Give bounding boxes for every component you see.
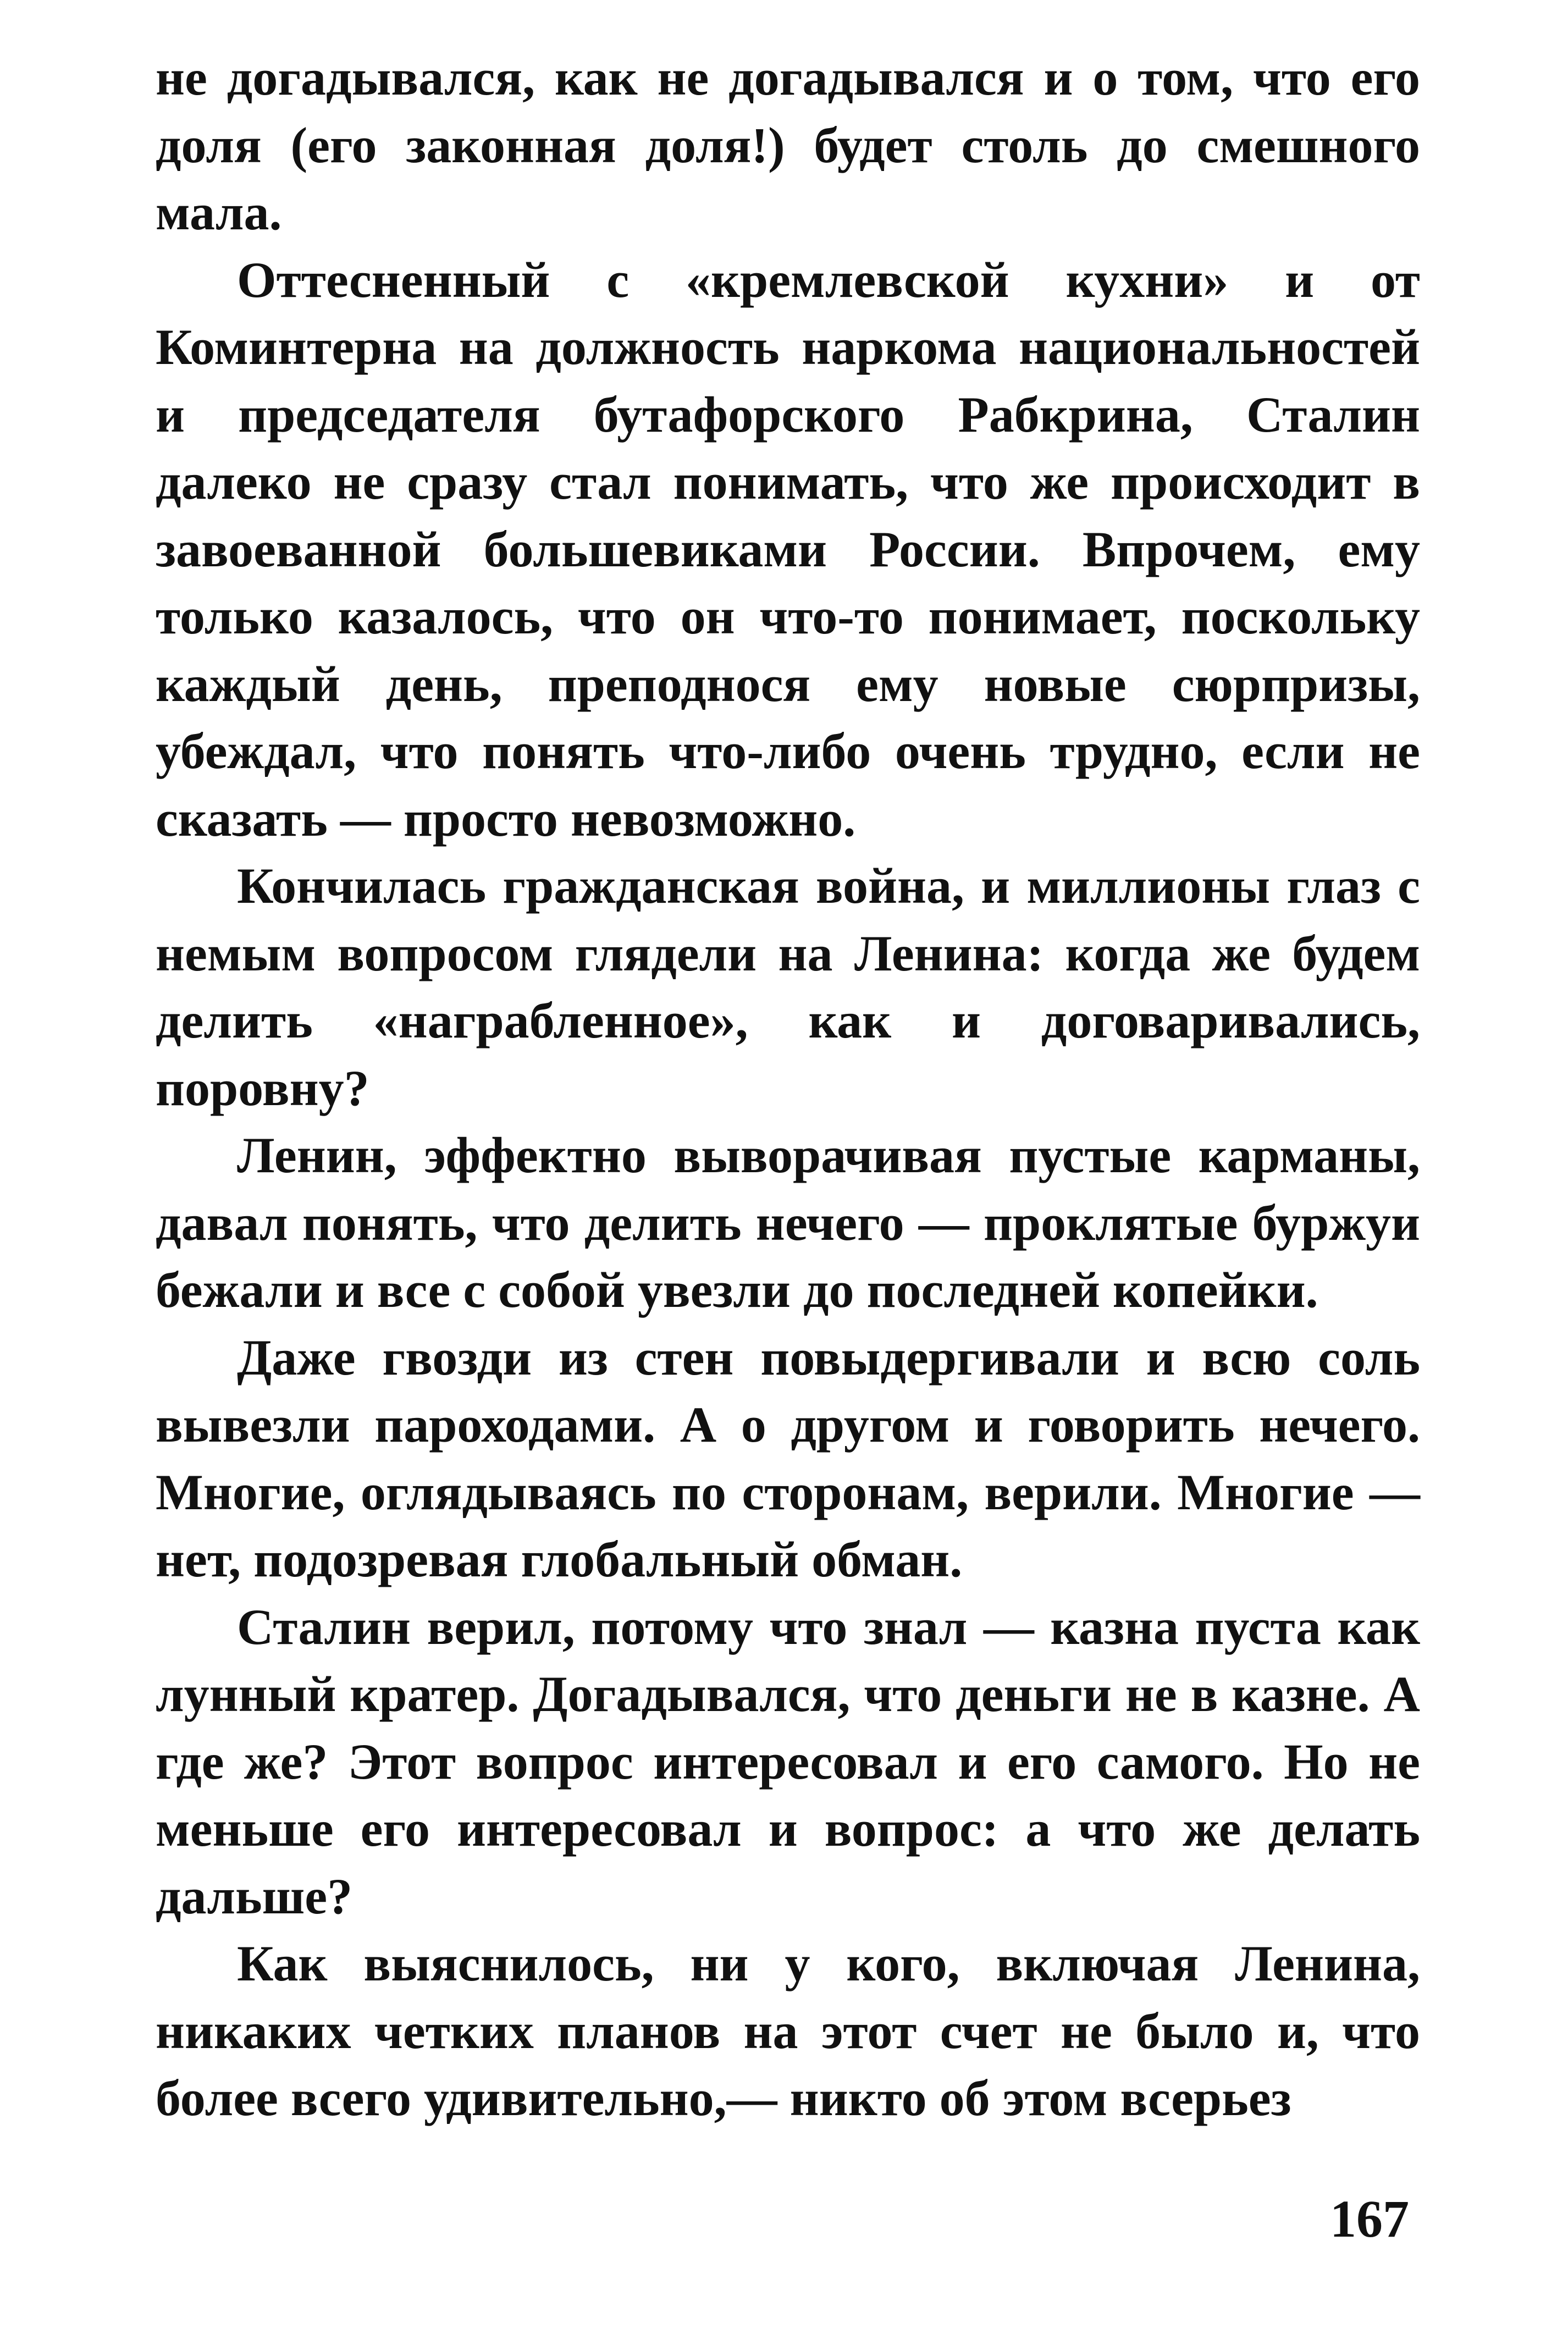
page-number: 167: [1330, 2189, 1409, 2248]
paragraph: Сталин верил, потому что знал — казна пуста как лунный кратер. Догадывался, что деньги не в казне. А где же? Этот вопрос интересовал и его самого. Но не меньше его интересовал и вопрос: а что же делать дальше?: [156, 1598, 1420, 1924]
paragraph: Кончилась гражданская война, и миллионы глаз с немым вопросом глядели на Ленина: когда же будем делить «награбленное», как и договаривались, поровну?: [156, 858, 1420, 1116]
paragraph-continuation: не догадывался, как не догадывался и о том, что его доля (его законная доля!) будет столь до смешного мала.: [156, 49, 1420, 240]
paragraph: Ленин, эффектно выворачивая пустые карманы, давал понять, что делить нечего — проклятые буржуи бежали и все с собой увезли до последней копейки.: [156, 1127, 1420, 1318]
body-text: [156, 44, 1420, 2132]
paragraph: Как выяснилось, ни у кого, включая Ленина, никаких четких планов на этот счет не было и, что более всего удивительно,— никто об этом всерьез: [156, 1935, 1420, 2126]
book-page: [156, 44, 1420, 2298]
paragraph: Даже гвозди из стен повыдергивали и всю соль вывезли пароходами. А о другом и говорить нечего. Многие, оглядываясь по сторонам, верили. Многие — нет, подозревая глобальный обман.: [156, 1329, 1420, 1587]
paragraph: Оттесненный с «кремлевской кухни» и от Коминтерна на должность наркома национальностей и председателя бутафорского Рабкрина, Сталин далеко не сразу стал понимать, что же происходит в завоеванной большевиками России. Впрочем, ему только казалось, что он что-то понимает, поскольку каждый день, преподнося ему новые сюрпризы, убеждал, что понять что-либо очень трудно, если не сказать — просто невозможно.: [156, 251, 1420, 847]
